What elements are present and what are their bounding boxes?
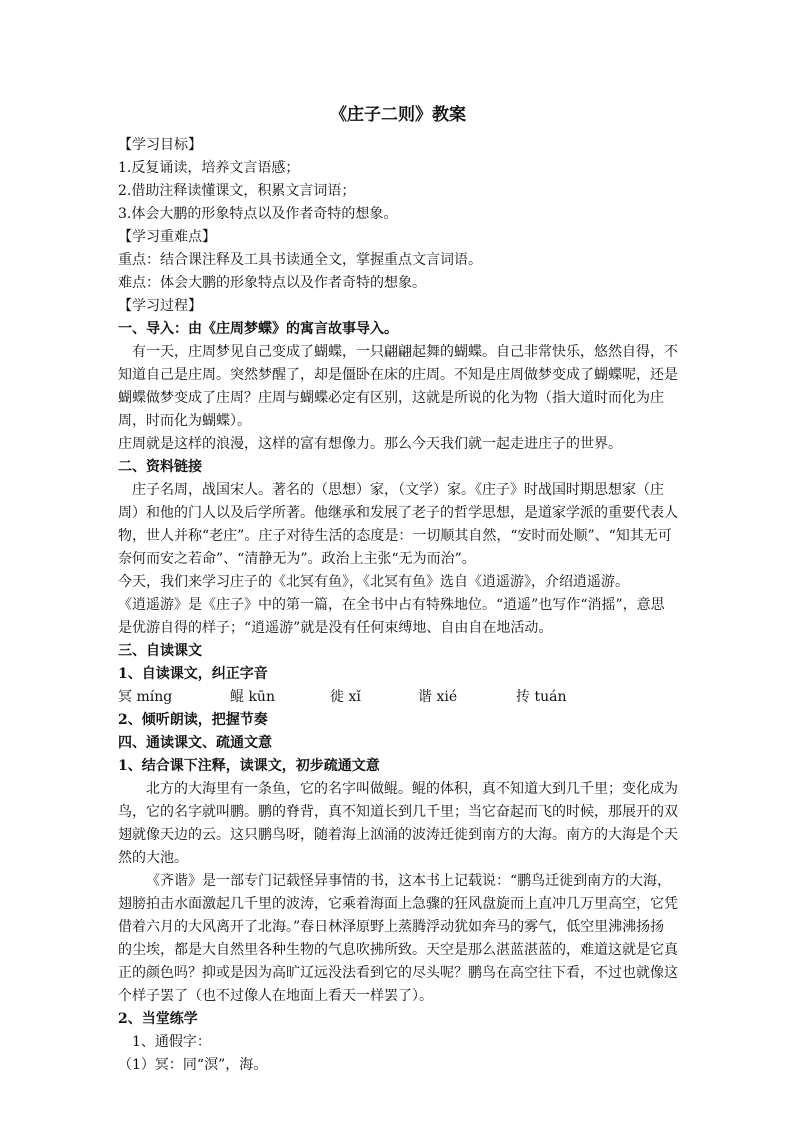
key-points-heading: 【学习重难点】	[118, 229, 216, 245]
key-point-item: 难点：体会大鹏的形象特点以及作者奇特的想象。	[118, 275, 426, 291]
section-2-paragraph: 庄子名周，战国宋人。著名的（思想）家，（文学）家。《庄子》时战国时期思想家（庄周）和他的门人以及后学所著。他继承和发展了老子的哲学思想，是道家学派的重要代表人物，世人并称“老庄”。庄子对待生活的态度是：一切顺其自然，“安时而处顺”、“知其无可奈何而安之若命”、“清静无为”。政治上主张“无为而治”。	[118, 482, 678, 567]
pinyin-item: 鲲 kūn	[230, 689, 275, 705]
pinyin-item: 抟 tuán	[516, 689, 567, 705]
exercise-item: 1、通假字：	[132, 1034, 211, 1050]
section-3-sub-heading: 1、自读课文，纠正字音	[118, 666, 268, 682]
goal-item: 1.反复诵读，培养文言语感；	[118, 160, 300, 176]
section-2-heading: 二、资料链接	[118, 459, 202, 475]
goals-heading: 【学习目标】	[118, 137, 202, 153]
section-1-heading: 一、导入：由《庄周梦蝶》的寓言故事导入。	[118, 321, 398, 337]
section-4-paragraph: 北方的大海里有一条鱼，它的名字叫做鲲。鲲的体积，真不知道大到几千里；变化成为鸟，它的名字就叫鹏。鹏的脊背，真不知道长到几千里；当它奋起而飞的时候，那展开的双翅就像天边的云。这只鹏鸟呀，随着海上汹涌的波涛迁徙到南方的大海。南方的大海是个天然的大池。	[118, 781, 678, 866]
section-1-paragraph: 庄周就是这样的浪漫，这样的富有想像力。那么今天我们就一起走进庄子的世界。	[118, 436, 622, 452]
goal-item: 3.体会大鹏的形象特点以及作者奇特的想象。	[118, 206, 398, 222]
section-4-sub-heading: 1、结合课下注释，读课文，初步疏通文意	[118, 758, 380, 774]
lesson-plan-page	[118, 100, 678, 1077]
key-point-item: 重点：结合课注释及工具书读通全文，掌握重点文言词语。	[118, 252, 482, 268]
pinyin-item: 徙 xǐ	[330, 689, 361, 705]
section-3-heading: 三、自读课文	[118, 643, 202, 659]
process-heading: 【学习过程】	[118, 298, 202, 314]
section-4-paragraph: 《齐谐》是一部专门记载怪异事情的书，这本书上记载说：“鹏鸟迁徙到南方的大海，翅膀拍击水面激起几千里的波涛，它乘着海面上急骤的狂风盘旋而上直冲几万里高空，它凭借着六月的大风离开了北海。”春日林泽原野上蒸腾浮动犹如奔马的雾气，低空里沸沸扬扬的尘埃，都是大自然里各种生物的气息吹拂所致。天空是那么湛蓝湛蓝的，难道这就是它真正的颜色吗？抑或是因为高旷辽远没法看到它的尽头呢？鹏鸟在高空往下看，不过也就像这个样子罢了（也不过像人在地面上看天一样罢了）。	[118, 873, 678, 1004]
goal-item: 2.借助注释读懂课文，积累文言词语；	[118, 183, 356, 199]
section-2-paragraph: 今天，我们来学习庄子的《北冥有鱼》，《北冥有鱼》选自《逍遥游》，介绍逍遥游。	[118, 574, 629, 590]
pinyin-item: 冥 míng	[118, 689, 173, 705]
exercise-item: （1）冥：同“溟”，海。	[118, 1057, 268, 1073]
pinyin-item: 谐 xié	[418, 689, 458, 705]
section-2-paragraph: 《逍遥游》是《庄子》中的第一篇，在全书中占有特殊地位。“逍遥”也写作“消摇”，意思是优游自得的样子；“逍遥游”就是没有任何束缚地、自由自在地活动。	[118, 597, 665, 636]
section-3-sub-heading: 2、倾听朗读，把握节奏	[118, 712, 268, 728]
section-1-paragraph: 有一天，庄周梦见自己变成了蝴蝶，一只翩翩起舞的蝴蝶。自己非常快乐，悠然自得，不知道自己是庄周。突然梦醒了，却是僵卧在床的庄周。不知是庄周做梦变成了蝴蝶呢，还是蝴蝶做梦变成了庄周？庄周与蝴蝶必定有区别，这就是所说的化为物（指大道时而化为庄周，时而化为蝴蝶）。	[118, 344, 678, 429]
page-title: 《庄子二则》教案	[330, 105, 466, 125]
section-4-heading: 四、通读课文、疏通文意	[118, 735, 272, 751]
section-4-sub-heading: 2、当堂练学	[118, 1011, 198, 1027]
pinyin-list	[118, 686, 678, 709]
